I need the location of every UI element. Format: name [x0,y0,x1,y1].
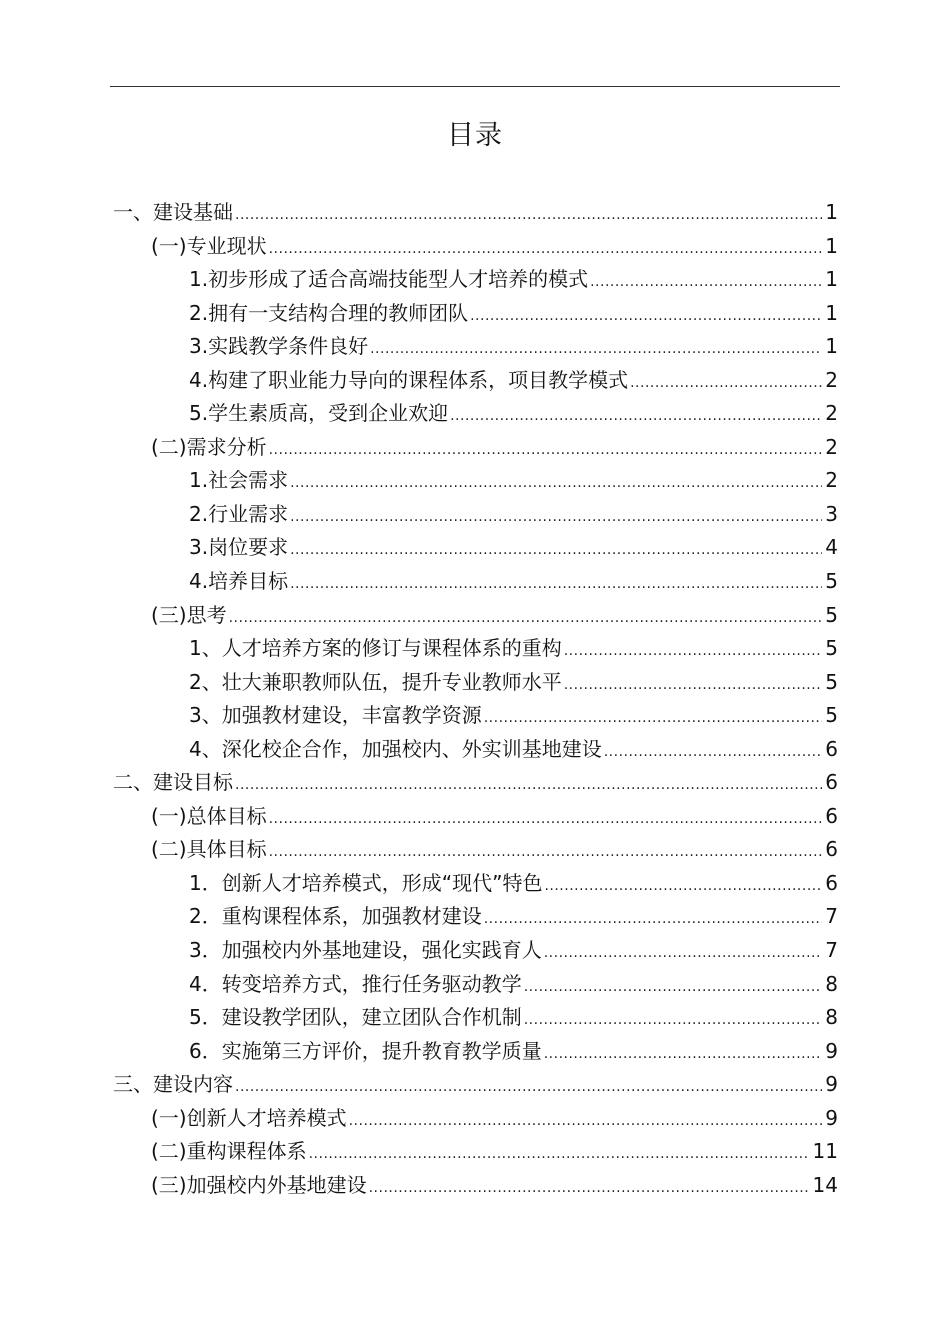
toc-entry[interactable] [113,196,838,230]
toc-dot-leader [235,1071,822,1105]
toc-page-number: 5 [825,569,838,594]
toc-dot-leader [590,266,822,300]
toc-page-number: 1 [825,267,838,292]
toc-entry-text: 1.初步形成了适合高端技能型人才培养的模式 [189,267,589,292]
toc-entry[interactable] [113,699,838,733]
toc-page-number: 5 [825,636,838,661]
toc-page-number: 1 [825,300,838,325]
toc-dot-leader [269,836,823,870]
toc-entry-text: 4、深化校企合作，加强校内、外实训基地建设 [189,736,602,761]
toc-dot-leader [630,367,822,401]
toc-entry-text: 5.学生素质高，受到企业欢迎 [189,401,449,426]
toc-dot-leader [450,400,822,434]
toc-dot-leader [544,870,822,904]
toc-entry[interactable] [113,733,838,767]
header-rule [110,86,840,87]
toc-entry[interactable] [113,968,838,1002]
toc-dot-leader [484,903,823,937]
toc-entry-text: 4．转变培养方式，推行任务驱动教学 [189,971,522,996]
toc-entry[interactable] [113,263,838,297]
toc-dot-leader [564,669,823,703]
toc-page-number: 7 [825,904,838,929]
toc-dot-leader [470,300,822,334]
toc-dot-leader [309,1138,810,1172]
toc-entry[interactable] [113,1169,838,1203]
toc-entry[interactable] [113,498,838,532]
toc-entry[interactable] [113,464,838,498]
toc-entry-text: 3、加强教材建设，丰富教学资源 [189,703,482,728]
toc-page-number: 8 [825,971,838,996]
toc-entry[interactable] [113,230,838,264]
toc-entry[interactable] [113,867,838,901]
toc-entry-text: (二)重构课程体系 [151,1139,307,1164]
toc-page-number: 14 [812,1172,838,1197]
toc-entry-text: (二)具体目标 [151,837,267,862]
toc-dot-leader [290,534,822,568]
toc-page-number: 9 [825,1072,838,1097]
toc-entry[interactable] [113,599,838,633]
toc-page-number: 5 [825,669,838,694]
toc-page-number: 7 [825,938,838,963]
toc-entry[interactable] [113,431,838,465]
toc-dot-leader [524,1004,823,1038]
toc-page-number: 5 [825,703,838,728]
toc-dot-leader [544,937,823,971]
toc-page-number: 5 [825,602,838,627]
toc-entry-text: (一)专业现状 [151,233,267,258]
toc-entry-text: 1、人才培养方案的修订与课程体系的重构 [189,636,562,661]
toc-dot-leader [484,702,823,736]
toc-entry-text: (三)思考 [151,602,227,627]
toc-dot-leader [269,803,823,837]
toc-entry[interactable] [113,397,838,431]
toc-dot-leader [370,333,822,367]
toc-dot-leader [235,769,822,803]
toc-dot-leader [524,971,823,1005]
toc-page-number: 11 [812,1139,838,1164]
toc-page-number: 6 [825,803,838,828]
toc-page-number: 2 [825,367,838,392]
toc-dot-leader [229,602,823,636]
toc-entry[interactable] [113,364,838,398]
toc-entry-text: 二、建设目标 [113,770,233,795]
toc-entry-text: 3.岗位要求 [189,535,289,560]
toc-entry-text: 2、壮大兼职教师队伍，提升专业教师水平 [189,669,562,694]
toc-dot-leader [290,501,822,535]
toc-entry-text: 3．加强校内外基地建设，强化实践育人 [189,938,542,963]
toc-page-number: 2 [825,434,838,459]
toc-page-number: 1 [825,200,838,224]
toc-entry[interactable] [113,297,838,331]
toc-page-number: 2 [825,401,838,426]
toc-entry[interactable] [113,934,838,968]
toc-page-number: 2 [825,468,838,493]
toc-page-number: 1 [825,233,838,258]
toc-dot-leader [544,1038,823,1072]
toc-entry[interactable] [113,800,838,834]
toc-page-number: 6 [825,837,838,862]
toc-dot-leader [269,233,823,267]
toc-dot-leader [269,434,823,468]
toc-page-number: 9 [825,1105,838,1130]
toc-entry-text: 1.社会需求 [189,468,289,493]
toc-entry-text: 3.实践教学条件良好 [189,334,369,359]
toc-entry[interactable] [113,1102,838,1136]
toc-entry-text: 一、建设基础 [113,200,233,224]
toc-dot-leader [290,467,822,501]
toc-dot-leader [369,1172,810,1206]
toc-dot-leader [349,1105,823,1139]
toc-entry[interactable] [113,565,838,599]
toc-entry-text: 2．重构课程体系，加强教材建设 [189,904,482,929]
toc-page-number: 9 [825,1038,838,1063]
toc-entry[interactable] [113,531,838,565]
page-title: 目录 [447,120,503,151]
toc-entry-text: 5．建设教学团队，建立团队合作机制 [189,1005,522,1030]
toc-entry[interactable] [113,900,838,934]
toc-entry-text: 6．实施第三方评价，提升教育教学质量 [189,1038,542,1063]
toc-entry-text: 三、建设内容 [113,1072,233,1097]
toc-entry[interactable] [113,632,838,666]
toc-entry-text: (二)需求分析 [151,434,267,459]
toc-entry-text: 2.行业需求 [189,501,289,526]
toc-page-number: 4 [825,535,838,560]
toc-page-number: 1 [825,334,838,359]
toc-dot-leader [290,568,822,602]
toc-entry[interactable] [113,1001,838,1035]
toc-entry[interactable] [113,330,838,364]
toc-entry[interactable] [113,1068,838,1102]
toc-entry[interactable] [113,833,838,867]
toc-entry-text: (一)创新人才培养模式 [151,1105,347,1130]
toc-dot-leader [235,199,822,233]
toc-entry-text: 4.培养目标 [189,569,289,594]
toc-page-number: 3 [825,501,838,526]
toc-entry-text: (三)加强校内外基地建设 [151,1172,367,1197]
toc-page-number: 6 [825,770,838,795]
toc-dot-leader [604,736,823,770]
toc-entry-text: 2.拥有一支结构合理的教师团队 [189,300,469,325]
toc-page-number: 8 [825,1005,838,1030]
toc-page-number: 6 [825,870,838,895]
toc-entry[interactable] [113,1135,838,1169]
toc-entry-text: (一)总体目标 [151,803,267,828]
toc-entry[interactable] [113,1035,838,1069]
toc-entry[interactable] [113,766,838,800]
table-of-contents [113,196,838,1202]
toc-entry-text: 1．创新人才培养模式，形成“现代”特色 [189,870,543,895]
toc-dot-leader [564,635,823,669]
toc-entry-text: 4.构建了职业能力导向的课程体系，项目教学模式 [189,367,629,392]
toc-entry[interactable] [113,666,838,700]
toc-page-number: 6 [825,736,838,761]
